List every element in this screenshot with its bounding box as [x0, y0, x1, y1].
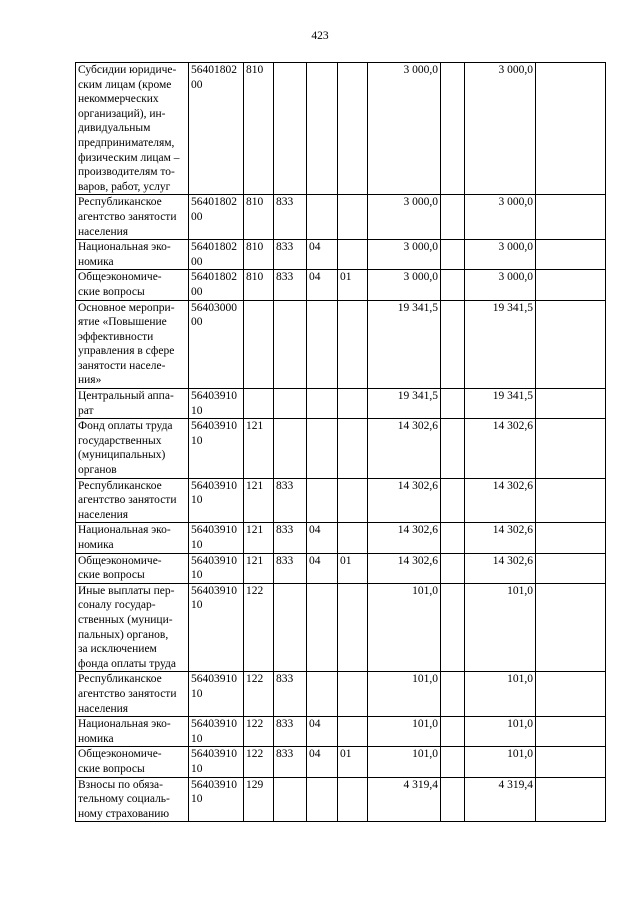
target-article-cell: 56403910 10 [189, 777, 244, 822]
subsection-code-cell [338, 672, 368, 717]
department-code-cell: 833 [274, 195, 307, 240]
table-row [76, 777, 606, 822]
section-code-cell: 04 [307, 717, 338, 747]
empty-cell [536, 583, 606, 672]
empty-cell [441, 583, 465, 672]
table-row [76, 300, 606, 389]
subsection-code-cell [338, 195, 368, 240]
amount-total-cell: 101,0 [465, 672, 536, 717]
expense-type-cell: 129 [244, 777, 274, 822]
table-row [76, 270, 606, 300]
department-code-cell: 833 [274, 717, 307, 747]
department-code-cell [274, 300, 307, 389]
expense-type-cell: 122 [244, 717, 274, 747]
amount-cell: 14 302,6 [368, 523, 441, 553]
item-name-cell: Субсидии юридиче- ским лицам (кроме некоммерческих организаций), ин- дивидуальным предпринимателям, физическим лицам – производителям то- варов, работ, услуг [76, 63, 189, 195]
amount-cell: 3 000,0 [368, 270, 441, 300]
table-row [76, 553, 606, 583]
item-name-cell: Республиканское агентство занятости населения [76, 672, 189, 717]
item-name-cell: Национальная эко- номика [76, 523, 189, 553]
empty-cell [441, 63, 465, 195]
empty-cell [536, 478, 606, 523]
empty-cell [536, 419, 606, 478]
expense-type-cell: 121 [244, 478, 274, 523]
amount-cell: 101,0 [368, 717, 441, 747]
department-code-cell [274, 63, 307, 195]
expense-type-cell: 121 [244, 523, 274, 553]
empty-cell [441, 717, 465, 747]
empty-cell [441, 777, 465, 822]
amount-cell: 101,0 [368, 747, 441, 777]
table-body [76, 63, 606, 822]
table-row [76, 478, 606, 523]
amount-total-cell: 3 000,0 [465, 195, 536, 240]
empty-cell [441, 553, 465, 583]
subsection-code-cell: 01 [338, 270, 368, 300]
department-code-cell: 833 [274, 240, 307, 270]
amount-total-cell: 14 302,6 [465, 553, 536, 583]
empty-cell [536, 195, 606, 240]
empty-cell [536, 300, 606, 389]
target-article-cell: 56403910 10 [189, 478, 244, 523]
section-code-cell [307, 300, 338, 389]
target-article-cell: 56403910 10 [189, 419, 244, 478]
department-code-cell [274, 777, 307, 822]
item-name-cell: Фонд оплаты труда государственных (муниципальных) органов [76, 419, 189, 478]
expense-type-cell: 121 [244, 419, 274, 478]
subsection-code-cell [338, 419, 368, 478]
expense-type-cell [244, 389, 274, 419]
amount-cell: 3 000,0 [368, 195, 441, 240]
section-code-cell [307, 389, 338, 419]
target-article-cell: 56403910 10 [189, 583, 244, 672]
empty-cell [536, 523, 606, 553]
amount-cell: 19 341,5 [368, 389, 441, 419]
empty-cell [536, 63, 606, 195]
section-code-cell [307, 777, 338, 822]
section-code-cell [307, 672, 338, 717]
empty-cell [536, 717, 606, 747]
budget-table [75, 62, 606, 822]
section-code-cell [307, 583, 338, 672]
section-code-cell: 04 [307, 553, 338, 583]
page-number: 423 [311, 30, 329, 42]
section-code-cell [307, 478, 338, 523]
item-name-cell: Иные выплаты пер- соналу государ- ственных (муници- пальных) органов, за исключением фонда оплаты труда [76, 583, 189, 672]
item-name-cell: Республиканское агентство занятости населения [76, 195, 189, 240]
subsection-code-cell [338, 300, 368, 389]
empty-cell [536, 240, 606, 270]
section-code-cell: 04 [307, 270, 338, 300]
target-article-cell: 56403000 00 [189, 300, 244, 389]
target-article-cell: 56403910 10 [189, 672, 244, 717]
item-name-cell: Республиканское агентство занятости населения [76, 478, 189, 523]
section-code-cell [307, 195, 338, 240]
table-row [76, 672, 606, 717]
empty-cell [441, 747, 465, 777]
expense-type-cell: 810 [244, 240, 274, 270]
subsection-code-cell [338, 389, 368, 419]
department-code-cell: 833 [274, 523, 307, 553]
section-code-cell: 04 [307, 240, 338, 270]
item-name-cell: Общеэкономиче- ские вопросы [76, 747, 189, 777]
item-name-cell: Общеэкономиче- ские вопросы [76, 553, 189, 583]
subsection-code-cell [338, 583, 368, 672]
department-code-cell: 833 [274, 672, 307, 717]
amount-cell: 3 000,0 [368, 63, 441, 195]
expense-type-cell: 810 [244, 270, 274, 300]
section-code-cell [307, 419, 338, 478]
amount-total-cell: 3 000,0 [465, 240, 536, 270]
target-article-cell: 56403910 10 [189, 717, 244, 747]
amount-total-cell: 4 319,4 [465, 777, 536, 822]
expense-type-cell [244, 300, 274, 389]
item-name-cell: Национальная эко- номика [76, 717, 189, 747]
amount-cell: 14 302,6 [368, 478, 441, 523]
section-code-cell: 04 [307, 747, 338, 777]
subsection-code-cell [338, 240, 368, 270]
amount-total-cell: 14 302,6 [465, 478, 536, 523]
expense-type-cell: 122 [244, 672, 274, 717]
amount-total-cell: 19 341,5 [465, 300, 536, 389]
target-article-cell: 56401802 00 [189, 240, 244, 270]
target-article-cell: 56403910 10 [189, 747, 244, 777]
empty-cell [536, 672, 606, 717]
subsection-code-cell [338, 777, 368, 822]
subsection-code-cell [338, 717, 368, 747]
expense-type-cell: 810 [244, 63, 274, 195]
empty-cell [441, 300, 465, 389]
target-article-cell: 56403910 10 [189, 523, 244, 553]
item-name-cell: Основное меропри- ятие «Повышение эффективности управления в сфере занятости населе- ния» [76, 300, 189, 389]
table-row [76, 240, 606, 270]
amount-cell: 14 302,6 [368, 553, 441, 583]
empty-cell [441, 672, 465, 717]
table-row [76, 195, 606, 240]
amount-total-cell: 14 302,6 [465, 523, 536, 553]
expense-type-cell: 122 [244, 747, 274, 777]
subsection-code-cell: 01 [338, 747, 368, 777]
target-article-cell: 56403910 10 [189, 553, 244, 583]
department-code-cell: 833 [274, 747, 307, 777]
target-article-cell: 56403910 10 [189, 389, 244, 419]
amount-cell: 19 341,5 [368, 300, 441, 389]
target-article-cell: 56401802 00 [189, 63, 244, 195]
amount-total-cell: 14 302,6 [465, 419, 536, 478]
amount-total-cell: 3 000,0 [465, 63, 536, 195]
table-row [76, 419, 606, 478]
table-row [76, 583, 606, 672]
subsection-code-cell [338, 478, 368, 523]
section-code-cell [307, 63, 338, 195]
department-code-cell: 833 [274, 478, 307, 523]
item-name-cell: Центральный аппа- рат [76, 389, 189, 419]
empty-cell [536, 777, 606, 822]
empty-cell [536, 553, 606, 583]
target-article-cell: 56401802 00 [189, 270, 244, 300]
expense-type-cell: 122 [244, 583, 274, 672]
department-code-cell [274, 419, 307, 478]
amount-total-cell: 19 341,5 [465, 389, 536, 419]
empty-cell [536, 389, 606, 419]
table-row [76, 523, 606, 553]
amount-cell: 14 302,6 [368, 419, 441, 478]
subsection-code-cell [338, 523, 368, 553]
table-row [76, 389, 606, 419]
amount-total-cell: 101,0 [465, 583, 536, 672]
department-code-cell [274, 583, 307, 672]
amount-total-cell: 101,0 [465, 747, 536, 777]
table-row [76, 63, 606, 195]
amount-cell: 101,0 [368, 672, 441, 717]
amount-cell: 3 000,0 [368, 240, 441, 270]
subsection-code-cell [338, 63, 368, 195]
amount-cell: 4 319,4 [368, 777, 441, 822]
empty-cell [441, 523, 465, 553]
item-name-cell: Взносы по обяза- тельному социаль- ному страхованию [76, 777, 189, 822]
empty-cell [441, 419, 465, 478]
empty-cell [536, 270, 606, 300]
expense-type-cell: 121 [244, 553, 274, 583]
amount-total-cell: 3 000,0 [465, 270, 536, 300]
empty-cell [441, 478, 465, 523]
subsection-code-cell: 01 [338, 553, 368, 583]
item-name-cell: Общеэкономиче- ские вопросы [76, 270, 189, 300]
empty-cell [441, 389, 465, 419]
department-code-cell [274, 389, 307, 419]
amount-total-cell: 101,0 [465, 717, 536, 747]
department-code-cell: 833 [274, 270, 307, 300]
section-code-cell: 04 [307, 523, 338, 553]
empty-cell [441, 195, 465, 240]
expense-type-cell: 810 [244, 195, 274, 240]
amount-cell: 101,0 [368, 583, 441, 672]
empty-cell [441, 240, 465, 270]
target-article-cell: 56401802 00 [189, 195, 244, 240]
empty-cell [536, 747, 606, 777]
item-name-cell: Национальная эко- номика [76, 240, 189, 270]
table-row [76, 747, 606, 777]
empty-cell [441, 270, 465, 300]
department-code-cell: 833 [274, 553, 307, 583]
table-row [76, 717, 606, 747]
